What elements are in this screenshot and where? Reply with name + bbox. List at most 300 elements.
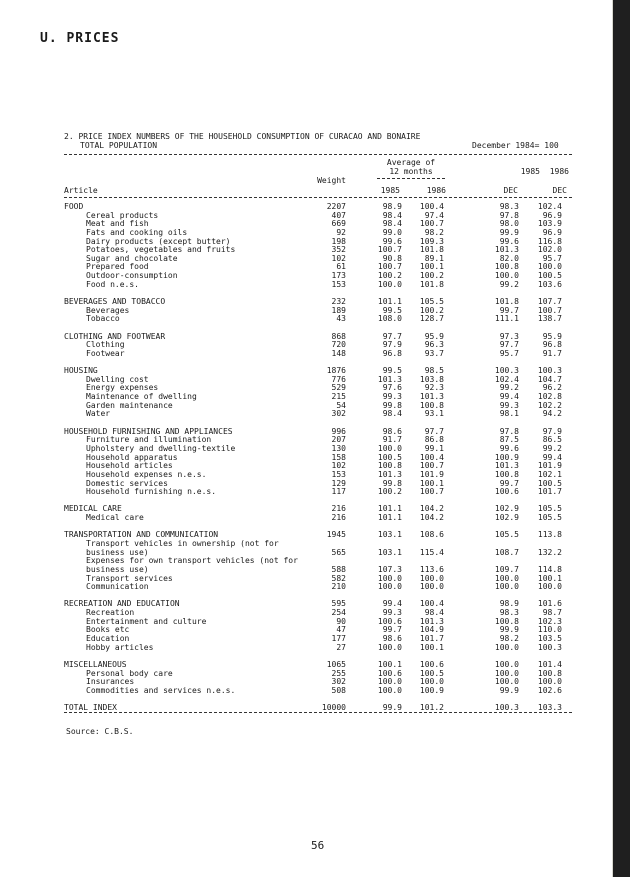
dec-1986-cell: 110.0 — [537, 625, 562, 635]
row-label: Household apparatus — [86, 452, 178, 462]
dec-1985-cell: 87.5 — [499, 435, 519, 445]
avg-1986-cell: 93.7 — [424, 348, 444, 358]
avg-1985-cell: 103.1 — [377, 547, 402, 557]
dec-1985-cell: 101.8 — [494, 297, 519, 307]
weight-cell: 565 — [331, 547, 346, 557]
row-label: Footwear — [86, 348, 125, 358]
scan-edge-strip — [613, 0, 630, 877]
table-rule-bottom — [64, 712, 572, 713]
avg-1986-cell: 97.4 — [424, 210, 444, 220]
dec-1985-cell: 108.7 — [494, 547, 519, 557]
dec-1986-cell: 99.2 — [542, 443, 562, 453]
avg-1986-cell: 97.7 — [424, 426, 444, 436]
row-label: Recreation — [86, 608, 135, 618]
avg-1986-cell: 100.0 — [419, 582, 444, 592]
dec-1985-cell: 100.0 — [494, 668, 519, 678]
avg-1986-cell: 98.4 — [424, 608, 444, 618]
dec-1986-cell: 95.7 — [542, 253, 562, 263]
avg-1986-cell: 101.7 — [419, 634, 444, 644]
header-rule-top — [64, 154, 572, 155]
header-avg-1986: 1986 — [426, 186, 446, 195]
dec-1985-cell: 98.0 — [499, 219, 519, 229]
avg-1985-cell: 101.3 — [377, 469, 402, 479]
avg-1986-cell: 104.2 — [419, 513, 444, 523]
row-label: TOTAL INDEX — [64, 703, 117, 713]
dec-1986-cell: 95.9 — [542, 331, 562, 341]
avg-1986-cell: 113.6 — [419, 564, 444, 574]
dec-1986-cell: 103.9 — [537, 219, 562, 229]
avg-1985-cell: 100.8 — [377, 461, 402, 471]
dec-1986-cell: 91.7 — [542, 348, 562, 358]
weight-cell: 90 — [336, 616, 346, 626]
avg-1986-cell: 100.2 — [419, 271, 444, 281]
weight-cell: 255 — [331, 668, 346, 678]
row-label: Books etc — [86, 625, 130, 635]
dec-1986-cell: 103.6 — [537, 279, 562, 289]
weight-cell: 10000 — [321, 703, 346, 713]
table-row — [64, 272, 574, 281]
avg-1985-cell: 100.2 — [377, 271, 402, 281]
dec-1985-cell: 100.6 — [494, 487, 519, 497]
avg-1986-cell: 100.2 — [419, 305, 444, 315]
dec-1986-cell: 100.5 — [537, 478, 562, 488]
dec-1986-cell: 100.7 — [537, 305, 562, 315]
avg-1985-cell: 99.4 — [382, 599, 402, 609]
dec-1985-cell: 102.9 — [494, 513, 519, 523]
dec-1985-cell: 82.0 — [499, 253, 519, 263]
weight-cell: 153 — [331, 469, 346, 479]
weight-cell: 216 — [331, 513, 346, 523]
weight-cell: 92 — [336, 227, 346, 237]
weight-cell: 232 — [331, 297, 346, 307]
avg-1985-cell: 99.5 — [382, 305, 402, 315]
avg-1986-cell: 109.3 — [419, 236, 444, 246]
table-row — [64, 281, 574, 290]
row-label: Garden maintenance — [86, 400, 173, 410]
avg-1986-cell: 93.1 — [424, 409, 444, 419]
row-label: RECREATION AND EDUCATION — [64, 599, 180, 609]
row-label: CLOTHING AND FOOTWEAR — [64, 331, 166, 341]
header-dec-label-1986: DEC — [552, 186, 567, 195]
table-row — [64, 687, 574, 696]
dec-1986-cell: 98.7 — [542, 608, 562, 618]
row-label: Beverages — [86, 305, 130, 315]
weight-cell: 198 — [331, 236, 346, 246]
row-label: Outdoor-consumption — [86, 271, 178, 281]
weight-cell: 54 — [336, 400, 346, 410]
weight-cell: 216 — [331, 504, 346, 514]
dec-1985-cell: 99.6 — [499, 236, 519, 246]
avg-1985-cell: 101.1 — [377, 513, 402, 523]
dec-1986-cell: 94.2 — [542, 409, 562, 419]
table-row — [64, 350, 574, 359]
avg-1986-cell: 103.8 — [419, 374, 444, 384]
dec-1986-cell: 105.5 — [537, 504, 562, 514]
table-row — [64, 410, 574, 419]
dec-1986-cell: 103.3 — [537, 703, 562, 713]
dec-1985-cell: 99.4 — [499, 392, 519, 402]
weight-cell: 1065 — [326, 659, 346, 669]
avg-1986-cell: 100.1 — [419, 478, 444, 488]
dec-1986-cell: 102.1 — [537, 469, 562, 479]
row-label: Household expenses n.e.s. — [86, 469, 207, 479]
weight-cell: 43 — [336, 314, 346, 324]
row-label: Personal body care — [86, 668, 173, 678]
avg-1985-cell: 100.0 — [377, 279, 402, 289]
avg-1986-cell: 100.5 — [419, 668, 444, 678]
dec-1985-cell: 97.3 — [499, 331, 519, 341]
weight-cell: 102 — [331, 253, 346, 263]
avg-1986-cell: 115.4 — [419, 547, 444, 557]
dec-1986-cell: 100.3 — [537, 366, 562, 376]
avg-1986-cell: 100.9 — [419, 685, 444, 695]
row-label: Water — [86, 409, 111, 419]
weight-cell: 1945 — [326, 530, 346, 540]
row-label: Household articles — [86, 461, 173, 471]
row-label: TRANSPORTATION AND COMMUNICATION — [64, 530, 219, 540]
dec-1985-cell: 100.8 — [494, 262, 519, 272]
avg-1985-cell: 107.3 — [377, 564, 402, 574]
dec-1986-cell: 114.8 — [537, 564, 562, 574]
weight-cell: 582 — [331, 573, 346, 583]
avg-1985-cell: 98.6 — [382, 426, 402, 436]
avg-1985-cell: 100.5 — [377, 452, 402, 462]
row-label: Tobacco — [86, 314, 120, 324]
avg-1985-cell: 100.0 — [377, 443, 402, 453]
dec-1985-cell: 100.0 — [494, 659, 519, 669]
table-row — [64, 341, 574, 350]
row-label: MEDICAL CARE — [64, 504, 122, 514]
dec-1985-cell: 98.3 — [499, 608, 519, 618]
header-dec-1985: 1985 — [520, 167, 540, 176]
dec-1986-cell: 101.9 — [537, 461, 562, 471]
avg-1986-cell: 100.4 — [419, 599, 444, 609]
dec-1986-cell: 102.6 — [537, 685, 562, 695]
row-label: Hobby articles — [86, 642, 154, 652]
weight-cell: 148 — [331, 348, 346, 358]
dec-1986-cell: 96.9 — [542, 227, 562, 237]
base-note: December 1984= 100 — [472, 141, 559, 150]
dec-1985-cell: 99.9 — [499, 685, 519, 695]
dec-1985-cell: 100.8 — [494, 469, 519, 479]
table-row — [64, 618, 574, 627]
avg-1985-cell: 99.0 — [382, 227, 402, 237]
weight-cell: 302 — [331, 409, 346, 419]
dec-1985-cell: 97.8 — [499, 426, 519, 436]
weight-cell: 508 — [331, 685, 346, 695]
weight-cell: 352 — [331, 245, 346, 255]
avg-1986-cell: 104.2 — [419, 504, 444, 514]
header-weight: Weight — [317, 176, 346, 185]
avg-1986-cell: 100.0 — [419, 573, 444, 583]
dec-1985-cell: 109.7 — [494, 564, 519, 574]
table-row — [64, 488, 574, 497]
table-row — [64, 626, 574, 635]
avg-1985-cell: 99.6 — [382, 236, 402, 246]
avg-1985-cell: 99.3 — [382, 608, 402, 618]
section-heading: U. PRICES — [40, 31, 120, 46]
avg-1985-cell: 100.6 — [377, 616, 402, 626]
avg-1985-cell: 100.2 — [377, 487, 402, 497]
category-row — [64, 298, 574, 307]
weight-cell: 210 — [331, 582, 346, 592]
avg-1985-cell: 103.1 — [377, 530, 402, 540]
avg-1985-cell: 100.6 — [377, 668, 402, 678]
table-title: 2. PRICE INDEX NUMBERS OF THE HOUSEHOLD CONSUMPTION OF CURACAO AND BONAIRE — [64, 132, 421, 141]
avg-1985-cell: 97.7 — [382, 331, 402, 341]
row-label: Domestic services — [86, 478, 168, 488]
dec-1986-cell: 100.3 — [537, 642, 562, 652]
header-average-rule — [377, 178, 445, 179]
weight-cell: 302 — [331, 677, 346, 687]
avg-1986-cell: 101.2 — [419, 703, 444, 713]
weight-cell: 102 — [331, 461, 346, 471]
row-label: Energy expenses — [86, 383, 159, 393]
weight-cell: 117 — [331, 487, 346, 497]
row-label: Meat and fish — [86, 219, 149, 229]
weight-cell: 153 — [331, 279, 346, 289]
weight-cell: 61 — [336, 262, 346, 272]
dec-1985-cell: 100.9 — [494, 452, 519, 462]
dec-1985-cell: 99.7 — [499, 478, 519, 488]
avg-1986-cell: 100.1 — [419, 262, 444, 272]
dec-1986-cell: 113.8 — [537, 530, 562, 540]
table-row — [64, 315, 574, 324]
avg-1986-cell: 100.4 — [419, 452, 444, 462]
avg-1985-cell: 97.9 — [382, 340, 402, 350]
weight-cell: 996 — [331, 426, 346, 436]
row-label: BEVERAGES AND TOBACCO — [64, 297, 166, 307]
avg-1986-cell: 100.7 — [419, 487, 444, 497]
dec-1985-cell: 100.0 — [494, 642, 519, 652]
dec-1986-cell: 100.1 — [537, 573, 562, 583]
avg-1985-cell: 100.1 — [377, 659, 402, 669]
dec-1985-cell: 98.9 — [499, 599, 519, 609]
avg-1985-cell: 100.7 — [377, 262, 402, 272]
avg-1985-cell: 99.9 — [382, 703, 402, 713]
row-label: Transport services — [86, 573, 173, 583]
row-label: Entertainment and culture — [86, 616, 207, 626]
dec-1985-cell: 99.3 — [499, 400, 519, 410]
header-dec-1986: 1986 — [549, 167, 569, 176]
weight-cell: 776 — [331, 374, 346, 384]
avg-1986-cell: 100.4 — [419, 202, 444, 211]
header-rule-bottom — [64, 197, 572, 198]
table-row — [64, 402, 574, 411]
table-subtitle: TOTAL POPULATION — [80, 141, 158, 150]
dec-1986-cell: 101.6 — [537, 599, 562, 609]
avg-1986-cell: 101.8 — [419, 279, 444, 289]
dec-1985-cell: 99.6 — [499, 443, 519, 453]
avg-1986-cell: 104.9 — [419, 625, 444, 635]
dec-1986-cell: 96.2 — [542, 383, 562, 393]
avg-1986-cell: 101.3 — [419, 392, 444, 402]
row-label: Prepared food — [86, 262, 149, 272]
category-row — [64, 333, 574, 342]
dec-1985-cell: 102.4 — [494, 374, 519, 384]
row-label: Upholstery and dwelling-textile — [86, 443, 236, 453]
header-average-line1: Average of — [386, 158, 436, 167]
dec-1986-cell: 102.3 — [537, 616, 562, 626]
row-label: HOUSEHOLD FURNISHING AND APPLIANCES — [64, 426, 233, 436]
weight-cell: 215 — [331, 392, 346, 402]
header-avg-1985: 1985 — [380, 186, 400, 195]
avg-1985-cell: 90.8 — [382, 253, 402, 263]
weight-cell: 720 — [331, 340, 346, 350]
avg-1986-cell: 100.7 — [419, 219, 444, 229]
avg-1986-cell: 95.9 — [424, 331, 444, 341]
dec-1986-cell: 101.4 — [537, 659, 562, 669]
weight-cell: 588 — [331, 564, 346, 574]
avg-1985-cell: 96.8 — [382, 348, 402, 358]
avg-1986-cell: 92.3 — [424, 383, 444, 393]
row-label: business use) — [86, 564, 149, 574]
dec-1985-cell: 97.7 — [499, 340, 519, 350]
weight-cell: 407 — [331, 210, 346, 220]
dec-1985-cell: 101.3 — [494, 461, 519, 471]
header-dec-label-1985: DEC — [503, 186, 518, 195]
row-label: FOOD — [64, 202, 84, 211]
row-label: Potatoes, vegetables and fruits — [86, 245, 236, 255]
dec-1985-cell: 100.8 — [494, 616, 519, 626]
avg-1986-cell: 86.8 — [424, 435, 444, 445]
avg-1985-cell: 99.7 — [382, 625, 402, 635]
row-label: Medical care — [86, 513, 144, 523]
weight-cell: 2207 — [326, 202, 346, 211]
page-number: 56 — [311, 839, 325, 852]
row-label: Dairy products (except butter) — [86, 236, 231, 246]
table-body — [64, 203, 574, 713]
avg-1986-cell: 98.5 — [424, 366, 444, 376]
dec-1985-cell: 99.7 — [499, 305, 519, 315]
avg-1986-cell: 100.1 — [419, 642, 444, 652]
row-label: Household furnishing n.e.s. — [86, 487, 217, 497]
avg-1986-cell: 101.9 — [419, 469, 444, 479]
row-label: Expenses for own transport vehicles (not for — [86, 556, 298, 566]
dec-1985-cell: 98.1 — [499, 409, 519, 419]
dec-1986-cell: 132.2 — [537, 547, 562, 557]
weight-cell: 173 — [331, 271, 346, 281]
avg-1985-cell: 100.0 — [377, 642, 402, 652]
dec-1985-cell: 100.0 — [494, 271, 519, 281]
dec-1986-cell: 116.8 — [537, 236, 562, 246]
dec-1986-cell: 138.7 — [537, 314, 562, 324]
avg-1985-cell: 100.0 — [377, 685, 402, 695]
avg-1986-cell: 98.2 — [424, 227, 444, 237]
avg-1986-cell: 99.1 — [424, 443, 444, 453]
dec-1985-cell: 99.9 — [499, 227, 519, 237]
dec-1986-cell: 102.4 — [537, 202, 562, 211]
avg-1985-cell: 100.0 — [377, 677, 402, 687]
row-label: Fats and cooking oils — [86, 227, 188, 237]
avg-1985-cell: 98.4 — [382, 219, 402, 229]
weight-cell: 254 — [331, 608, 346, 618]
table-row — [64, 583, 574, 592]
dec-1986-cell: 102.0 — [537, 245, 562, 255]
avg-1985-cell: 100.0 — [377, 573, 402, 583]
dec-1985-cell: 99.2 — [499, 279, 519, 289]
avg-1985-cell: 98.4 — [382, 409, 402, 419]
dec-1985-cell: 102.9 — [494, 504, 519, 514]
avg-1986-cell: 96.3 — [424, 340, 444, 350]
dec-1985-cell: 98.2 — [499, 634, 519, 644]
dec-1986-cell: 102.8 — [537, 392, 562, 402]
row-label: Transport vehicles in ownership (not for — [86, 538, 279, 548]
dec-1986-cell: 100.0 — [537, 262, 562, 272]
header-article: Article — [64, 186, 98, 195]
weight-cell: 1876 — [326, 366, 346, 376]
avg-1986-cell: 105.5 — [419, 297, 444, 307]
weight-cell: 595 — [331, 599, 346, 609]
row-label: HOUSING — [64, 366, 98, 376]
weight-cell: 129 — [331, 478, 346, 488]
weight-cell: 529 — [331, 383, 346, 393]
dec-1986-cell: 101.7 — [537, 487, 562, 497]
dec-1986-cell: 100.8 — [537, 668, 562, 678]
avg-1985-cell: 99.8 — [382, 478, 402, 488]
category-row — [64, 600, 574, 609]
dec-1985-cell: 100.0 — [494, 573, 519, 583]
weight-cell: 130 — [331, 443, 346, 453]
avg-1986-cell: 100.0 — [419, 677, 444, 687]
avg-1986-cell: 100.7 — [419, 461, 444, 471]
dec-1986-cell: 97.9 — [542, 426, 562, 436]
weight-cell: 177 — [331, 634, 346, 644]
dec-1986-cell: 102.2 — [537, 400, 562, 410]
avg-1985-cell: 99.3 — [382, 392, 402, 402]
weight-cell: 158 — [331, 452, 346, 462]
dec-1985-cell: 100.3 — [494, 703, 519, 713]
avg-1985-cell: 91.7 — [382, 435, 402, 445]
dec-1985-cell: 100.0 — [494, 677, 519, 687]
dec-1986-cell: 100.0 — [537, 677, 562, 687]
dec-1986-cell: 96.9 — [542, 210, 562, 220]
avg-1986-cell: 101.3 — [419, 616, 444, 626]
avg-1985-cell: 97.6 — [382, 383, 402, 393]
row-label: Food n.e.s. — [86, 279, 139, 289]
row-label: Communication — [86, 582, 149, 592]
dec-1986-cell: 100.5 — [537, 271, 562, 281]
avg-1985-cell: 100.0 — [377, 582, 402, 592]
dec-1985-cell: 111.1 — [494, 314, 519, 324]
avg-1985-cell: 101.1 — [377, 297, 402, 307]
avg-1985-cell: 108.0 — [377, 314, 402, 324]
avg-1986-cell: 108.6 — [419, 530, 444, 540]
header-average-line2: 12 months — [389, 167, 433, 176]
dec-1985-cell: 99.2 — [499, 383, 519, 393]
dec-1986-cell: 103.5 — [537, 634, 562, 644]
row-label: Sugar and chocolate — [86, 253, 178, 263]
dec-1986-cell: 107.7 — [537, 297, 562, 307]
avg-1985-cell: 98.4 — [382, 210, 402, 220]
dec-1986-cell: 99.4 — [542, 452, 562, 462]
weight-cell: 207 — [331, 435, 346, 445]
table-row — [64, 514, 574, 523]
row-label: Commodities and services n.e.s. — [86, 685, 236, 695]
avg-1986-cell: 101.8 — [419, 245, 444, 255]
row-label: Clothing — [86, 340, 125, 350]
row-label: Furniture and illumination — [86, 435, 212, 445]
avg-1985-cell: 99.5 — [382, 366, 402, 376]
avg-1985-cell: 100.7 — [377, 245, 402, 255]
avg-1985-cell: 99.8 — [382, 400, 402, 410]
row-label: Dwelling cost — [86, 374, 149, 384]
weight-cell: 868 — [331, 331, 346, 341]
dec-1986-cell: 96.8 — [542, 340, 562, 350]
dec-1985-cell: 98.3 — [499, 202, 519, 211]
weight-cell: 27 — [336, 642, 346, 652]
weight-cell: 669 — [331, 219, 346, 229]
